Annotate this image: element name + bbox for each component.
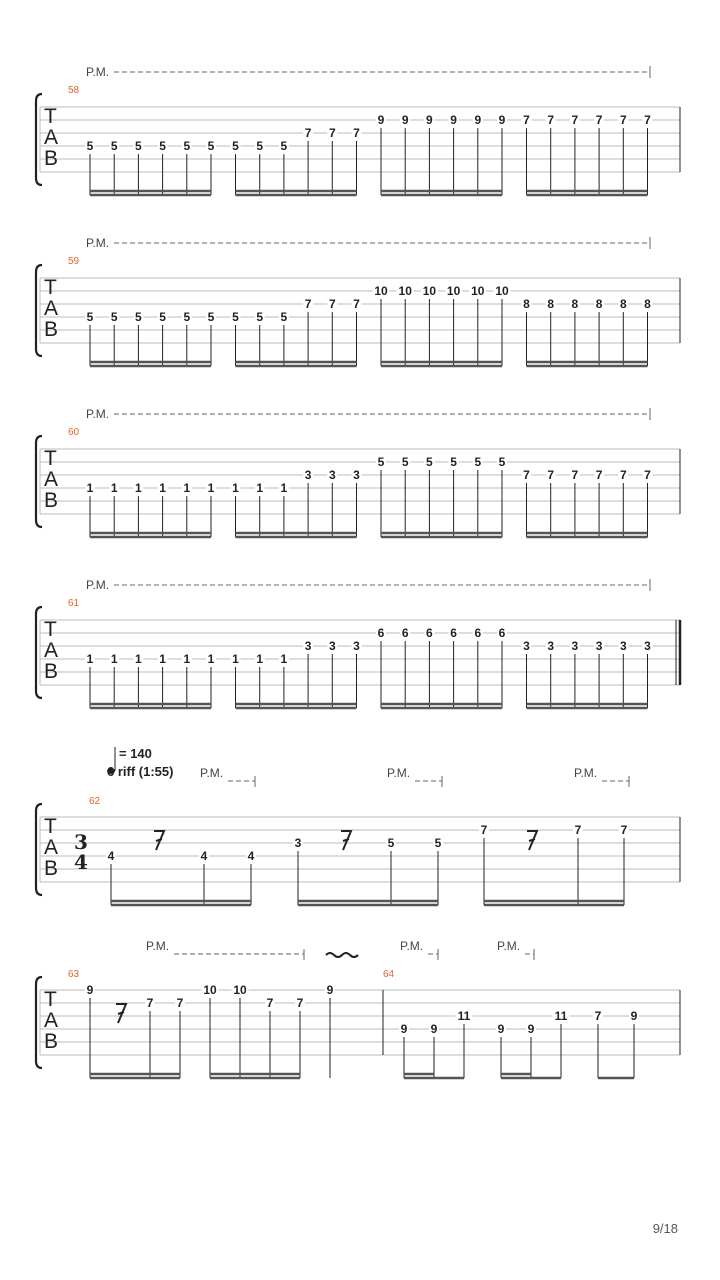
note-fret-number: 1: [232, 652, 239, 666]
note-fret-number: 1: [110, 652, 118, 666]
note-fret-number: 3: [304, 639, 312, 653]
note-fret-number: 1: [135, 481, 142, 495]
note-fret-number: 7: [328, 297, 336, 311]
note-fret-number: 1: [207, 481, 215, 495]
tab-clef-letter: T: [44, 815, 57, 838]
note-fret-number: 10: [374, 284, 388, 298]
note-fret-number: 1: [110, 481, 118, 495]
note-fret-number: 5: [135, 139, 142, 153]
note-fret-number: 5: [135, 310, 142, 324]
note-fret-number: 9: [497, 1022, 505, 1036]
note-fret-number: 7: [571, 113, 579, 127]
vibrato-icon: [326, 953, 358, 957]
note-fret-number: 7: [523, 113, 530, 127]
pm-label: P.M.: [400, 939, 424, 953]
note-fret-number: 1: [183, 481, 191, 495]
note-fret-number: 5: [183, 310, 191, 324]
note-fret-number: 7: [266, 996, 274, 1010]
note-fret-number: 7: [523, 468, 530, 482]
sys-59-pm-label: P.M.: [86, 236, 110, 250]
pm-label: P.M.: [574, 766, 598, 780]
note-fret-number: 7: [353, 126, 360, 140]
tab-clef-letter: A: [44, 1009, 59, 1032]
note-fret-number: 9: [527, 1022, 535, 1036]
tab-clef-letter: B: [44, 489, 59, 512]
sys-61-bracket: [36, 607, 42, 698]
note-fret-number: 10: [471, 284, 485, 298]
note-fret-number: 5: [86, 139, 94, 153]
tab-clef-letter: B: [44, 318, 59, 341]
sys-61-pm-label: P.M.: [86, 578, 110, 592]
note-fret-number: 7: [296, 996, 304, 1010]
note-fret-number: 8: [523, 297, 530, 311]
note-fret-number: 5: [110, 139, 118, 153]
section-marker: 6 riff (1:55): [107, 764, 174, 779]
note-fret-number: 9: [426, 113, 433, 127]
tab-clef-letter: T: [44, 447, 57, 470]
note-fret-number: 5: [426, 455, 433, 469]
sys-60-pm-label: P.M.: [86, 407, 110, 421]
pm-label: P.M.: [387, 766, 411, 780]
note-fret-number: 9: [450, 113, 457, 127]
note-fret-number: 8: [644, 297, 651, 311]
note-fret-number: 5: [207, 310, 215, 324]
note-fret-number: 9: [401, 113, 409, 127]
note-fret-number: 9: [377, 113, 385, 127]
note-fret-number: 3: [644, 639, 651, 653]
note-fret-number: 1: [86, 481, 94, 495]
sixteenth-rest-icon: [116, 1004, 126, 1023]
note-fret-number: 7: [304, 297, 312, 311]
note-fret-number: 7: [353, 297, 360, 311]
note-fret-number: 7: [547, 113, 555, 127]
time-signature-bottom: 4: [74, 850, 88, 874]
note-fret-number: 10: [398, 284, 412, 298]
measure-number: 60: [68, 427, 80, 438]
measure-number: 62: [89, 796, 101, 807]
note-fret-number: 1: [256, 481, 264, 495]
tab-clef-letter: T: [44, 276, 57, 299]
note-fret-number: 5: [183, 139, 191, 153]
sys-60-bracket: [36, 436, 42, 527]
note-fret-number: 7: [146, 996, 154, 1010]
note-fret-number: 3: [328, 639, 336, 653]
sys-63-bracket: [36, 977, 42, 1068]
note-fret-number: 1: [280, 481, 288, 495]
tab-clef-letter: A: [44, 468, 59, 491]
note-fret-number: 5: [401, 455, 409, 469]
note-fret-number: 6: [377, 626, 385, 640]
measure-number: 61: [68, 598, 80, 609]
pm-label: P.M.: [146, 939, 170, 953]
note-fret-number: 7: [328, 126, 336, 140]
note-fret-number: 4: [200, 849, 208, 863]
note-fret-number: 9: [474, 113, 482, 127]
note-fret-number: 5: [280, 139, 288, 153]
measure-number: 59: [68, 256, 80, 267]
note-fret-number: 3: [304, 468, 312, 482]
tab-clef-letter: A: [44, 297, 59, 320]
measure-number: 58: [68, 85, 80, 96]
note-fret-number: 6: [450, 626, 457, 640]
note-fret-number: 5: [232, 139, 239, 153]
tab-clef-letter: A: [44, 126, 59, 149]
note-fret-number: 5: [474, 455, 482, 469]
note-fret-number: 7: [595, 113, 603, 127]
note-fret-number: 7: [480, 823, 488, 837]
sixteenth-rest-icon: [527, 831, 537, 850]
tab-clef-letter: T: [44, 988, 57, 1011]
note-fret-number: 1: [159, 481, 166, 495]
measure-number: 63: [68, 969, 80, 980]
sys-59-bracket: [36, 265, 42, 356]
note-fret-number: 10: [233, 983, 247, 997]
note-fret-number: 3: [294, 836, 302, 850]
note-fret-number: 1: [183, 652, 191, 666]
note-fret-number: 1: [159, 652, 166, 666]
note-fret-number: 5: [280, 310, 288, 324]
note-fret-number: 5: [86, 310, 94, 324]
note-fret-number: 7: [304, 126, 312, 140]
note-fret-number: 5: [207, 139, 215, 153]
note-fret-number: 7: [547, 468, 555, 482]
note-fret-number: 7: [619, 113, 627, 127]
note-fret-number: 7: [595, 468, 603, 482]
note-fret-number: 5: [377, 455, 385, 469]
note-fret-number: 6: [401, 626, 409, 640]
page-number: 9/18: [652, 1221, 678, 1236]
note-fret-number: 1: [232, 481, 239, 495]
note-fret-number: 6: [474, 626, 482, 640]
sixteenth-rest-icon: [154, 831, 164, 850]
note-fret-number: 5: [434, 836, 442, 850]
tab-clef-letter: B: [44, 857, 59, 880]
tab-clef-letter: B: [44, 660, 59, 683]
note-fret-number: 5: [450, 455, 457, 469]
note-fret-number: 11: [457, 1009, 471, 1023]
tab-clef-letter: T: [44, 105, 57, 128]
note-fret-number: 3: [328, 468, 336, 482]
tempo-value: = 140: [119, 746, 152, 761]
note-fret-number: 8: [547, 297, 555, 311]
note-fret-number: 10: [446, 284, 461, 298]
note-fret-number: 1: [256, 652, 264, 666]
tab-clef-letter: A: [44, 836, 59, 859]
note-fret-number: 5: [159, 139, 166, 153]
note-fret-number: 7: [644, 113, 651, 127]
note-fret-number: 5: [498, 455, 506, 469]
note-fret-number: 8: [571, 297, 579, 311]
note-fret-number: 10: [203, 983, 217, 997]
note-fret-number: 4: [107, 849, 115, 863]
sys-58-bracket: [36, 94, 42, 185]
note-fret-number: 5: [256, 139, 264, 153]
note-fret-number: 8: [619, 297, 627, 311]
note-fret-number: 1: [207, 652, 215, 666]
note-fret-number: 7: [619, 468, 627, 482]
note-fret-number: 9: [86, 983, 94, 997]
note-fret-number: 3: [353, 468, 360, 482]
note-fret-number: 7: [176, 996, 184, 1010]
note-fret-number: 3: [571, 639, 579, 653]
note-fret-number: 7: [644, 468, 651, 482]
note-fret-number: 5: [110, 310, 118, 324]
note-fret-number: 1: [280, 652, 288, 666]
note-fret-number: 7: [571, 468, 579, 482]
sixteenth-rest-icon: [341, 831, 351, 850]
tab-clef-letter: B: [44, 1030, 59, 1053]
note-fret-number: 10: [495, 284, 509, 298]
note-fret-number: 7: [620, 823, 628, 837]
pm-label: P.M.: [497, 939, 521, 953]
note-fret-number: 8: [595, 297, 603, 311]
note-fret-number: 5: [256, 310, 264, 324]
note-fret-number: 9: [430, 1022, 438, 1036]
note-fret-number: 4: [247, 849, 255, 863]
note-fret-number: 9: [630, 1009, 638, 1023]
note-fret-number: 3: [353, 639, 360, 653]
tab-clef-letter: A: [44, 639, 59, 662]
note-fret-number: 3: [619, 639, 627, 653]
note-fret-number: 7: [594, 1009, 602, 1023]
sys-62-bracket: [36, 804, 42, 895]
note-fret-number: 10: [422, 284, 437, 298]
note-fret-number: 3: [523, 639, 530, 653]
tab-clef-letter: B: [44, 147, 59, 170]
note-fret-number: 5: [159, 310, 166, 324]
note-fret-number: 1: [135, 652, 142, 666]
note-fret-number: 11: [554, 1009, 568, 1023]
note-fret-number: 9: [400, 1022, 408, 1036]
note-fret-number: 3: [547, 639, 555, 653]
sys-58-pm-label: P.M.: [86, 65, 110, 79]
note-fret-number: 6: [426, 626, 433, 640]
note-fret-number: 5: [387, 836, 395, 850]
tab-clef-letter: T: [44, 618, 57, 641]
pm-label: P.M.: [200, 766, 224, 780]
note-fret-number: 7: [574, 823, 582, 837]
time-signature-top: 3: [74, 830, 88, 854]
note-fret-number: 5: [232, 310, 239, 324]
measure-number: 64: [383, 969, 395, 980]
note-fret-number: 3: [595, 639, 603, 653]
note-fret-number: 9: [498, 113, 506, 127]
note-fret-number: 9: [326, 983, 334, 997]
note-fret-number: 6: [498, 626, 506, 640]
note-fret-number: 1: [86, 652, 94, 666]
